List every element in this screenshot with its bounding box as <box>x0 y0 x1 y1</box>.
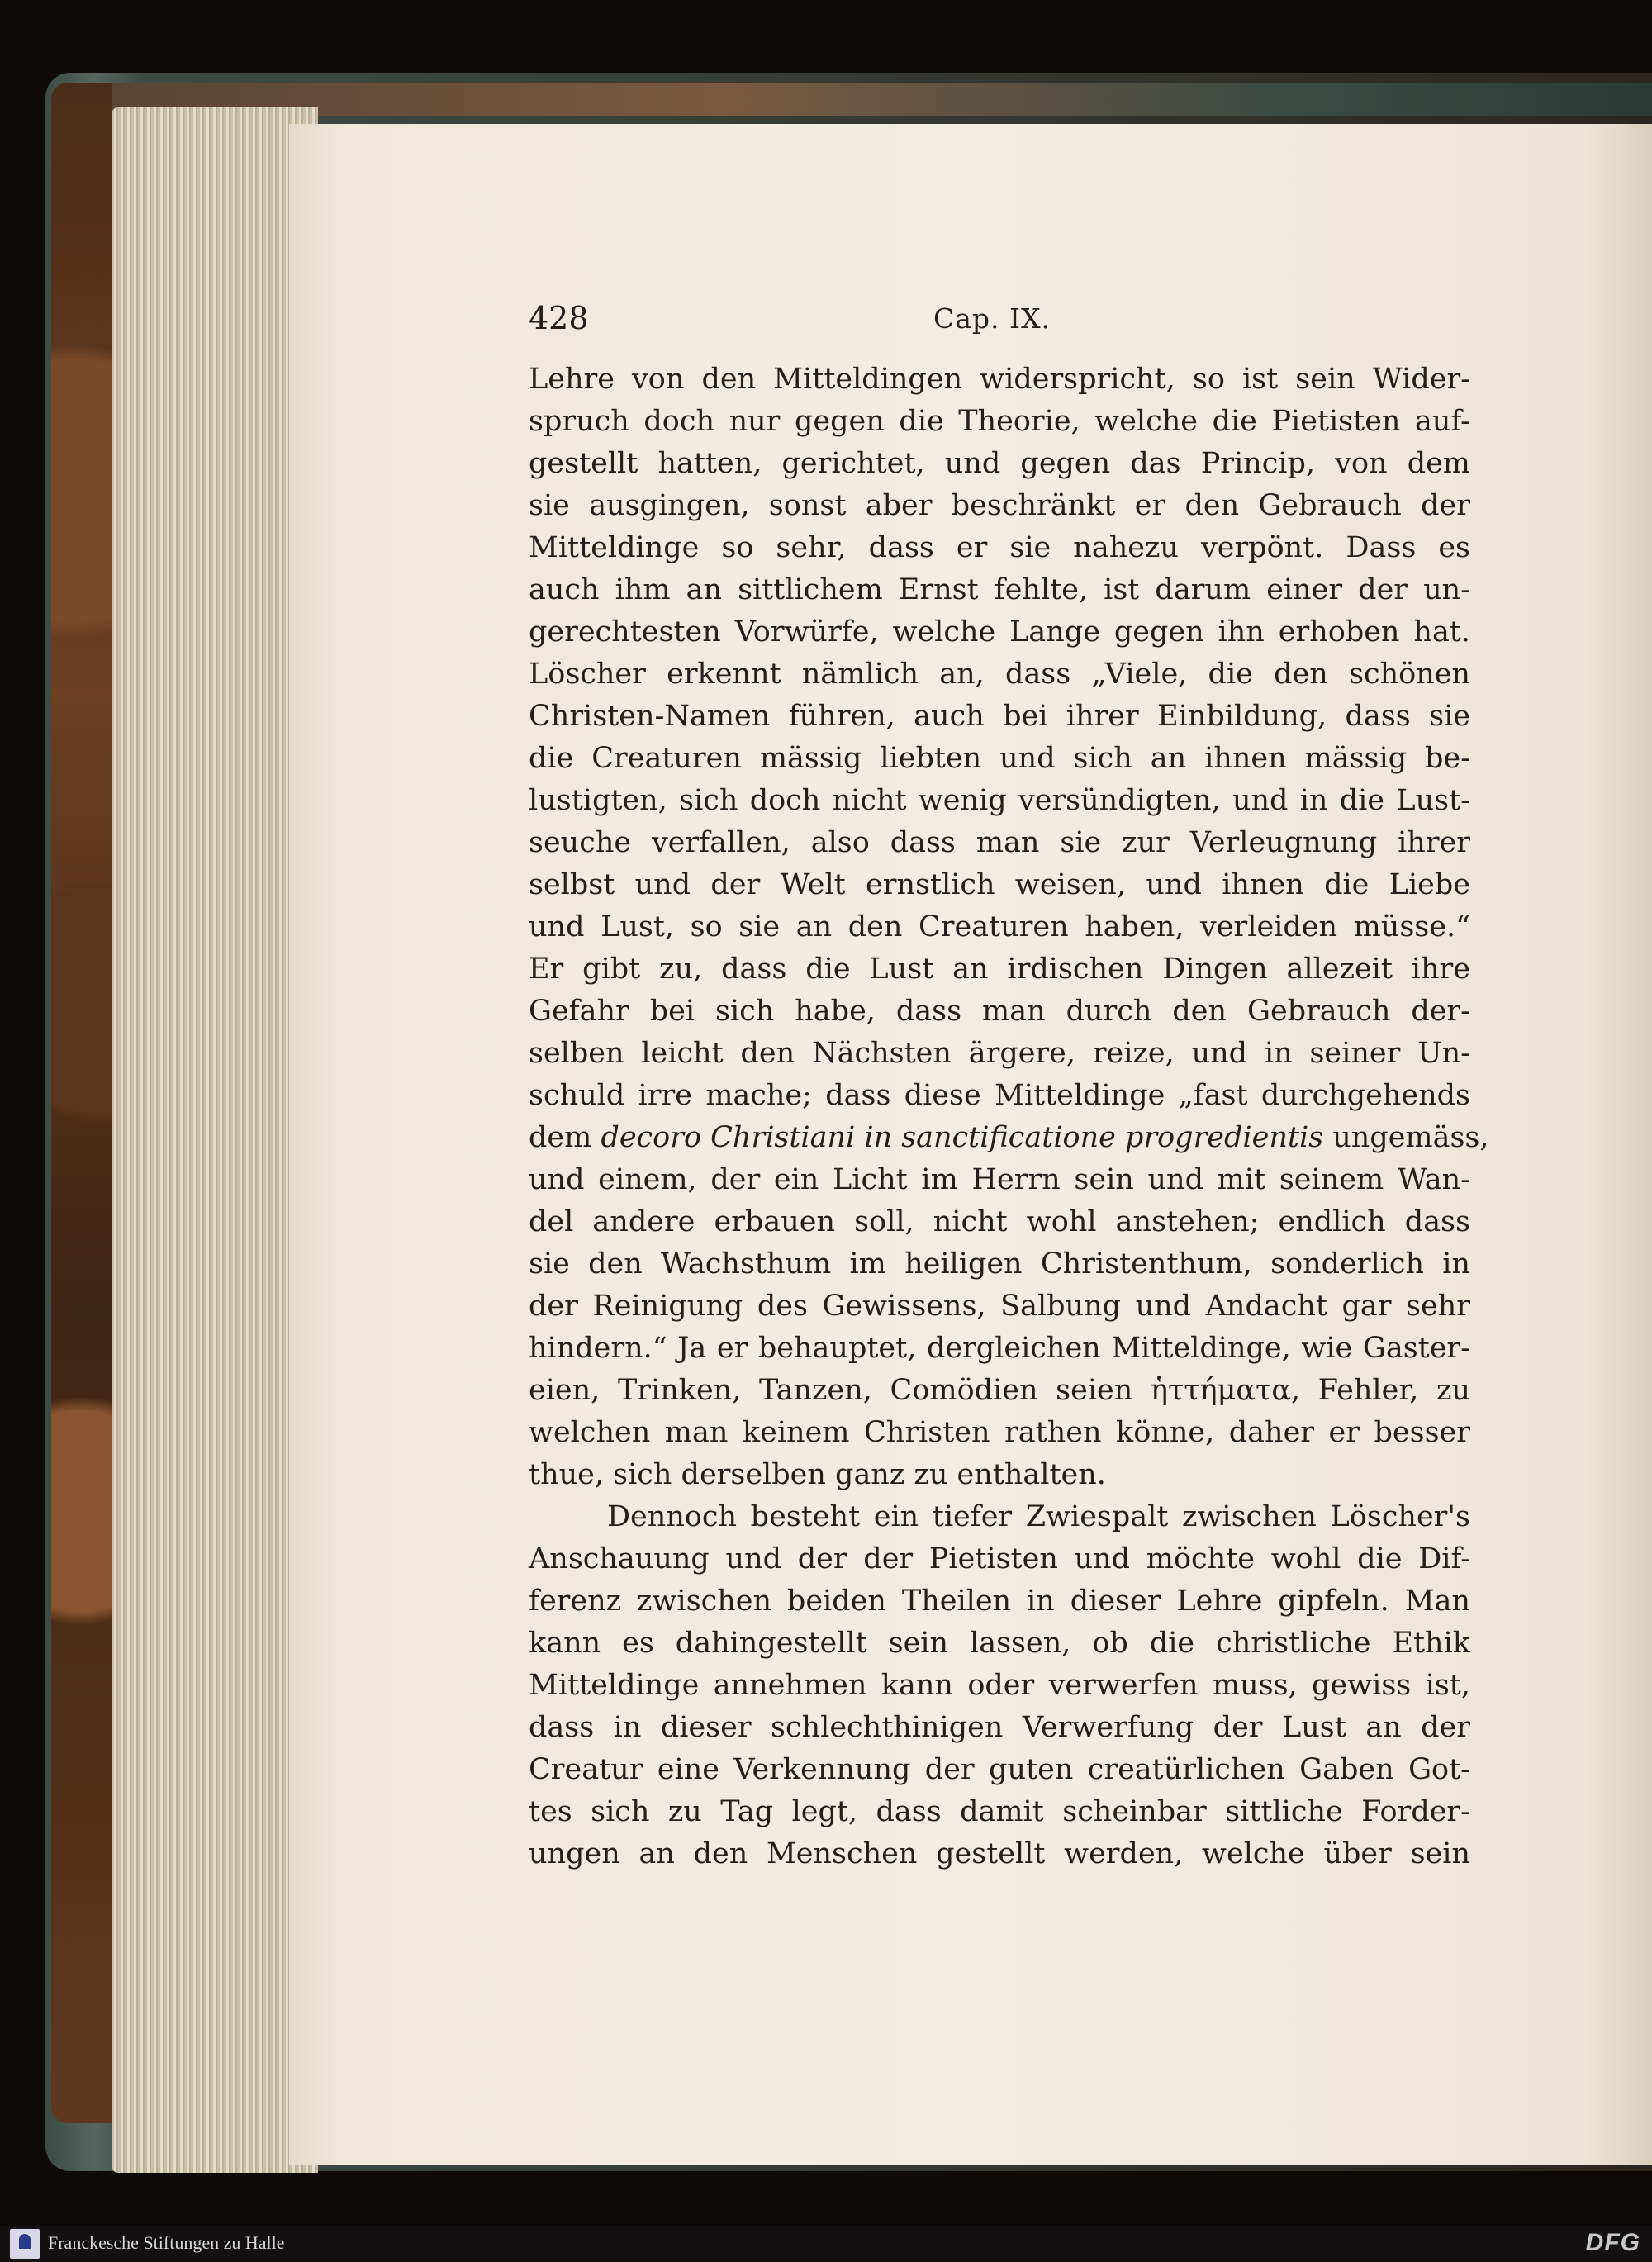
text-line: thue, sich derselben ganz zu enthalten. <box>529 1458 1106 1491</box>
text-line: kann es dahingestellt sein lassen, ob die christliche Ethik <box>529 1627 1470 1660</box>
text-line: Dennoch besteht ein tiefer Zwiespalt zwischen Löscher's <box>607 1500 1470 1533</box>
latin-phrase: decoro Christiani in sanctificatione progredientis <box>601 1121 1324 1154</box>
text-line: del andere erbauen soll, nicht wohl anstehen; endlich dass <box>529 1205 1470 1238</box>
text-line: seuche verfallen, also dass man sie zur Verleugnung ihrer <box>529 826 1470 859</box>
text-line: und Lust, so sie an den Creaturen haben, verleiden müsse.“ <box>529 910 1470 943</box>
text-line: Anschauung und der der Pietisten und möchte wohl die Dif- <box>529 1542 1470 1575</box>
page-number: 428 <box>529 300 589 336</box>
text-line: spruch doch nur gegen die Theorie, welche die Pietisten auf- <box>529 405 1470 438</box>
text-line: der Reinigung des Gewissens, Salbung und Andacht gar sehr <box>529 1290 1470 1323</box>
text-line: Löscher erkennt nämlich an, dass „Viele, die den schönen <box>529 658 1470 691</box>
book-top-band <box>112 83 1652 116</box>
text-line: Christen-Namen führen, auch bei ihrer Einbildung, dass sie <box>529 700 1470 733</box>
page-text-block <box>529 297 1489 1875</box>
text-line: dass in dieser schlechthinigen Verwerfung der Lust an der <box>529 1711 1470 1744</box>
text-line: selben leicht den Nächsten ärgere, reize, und in seiner Un- <box>529 1037 1470 1070</box>
viewer-footer <box>0 2226 1652 2262</box>
text-line: hindern.“ Ja er behauptet, dergleichen Mitteldinge, wie Gaster- <box>529 1332 1470 1365</box>
text-line: Er gibt zu, dass die Lust an irdischen Dingen allezeit ihre <box>529 953 1470 986</box>
institution-logo-icon <box>10 2229 40 2259</box>
text-fragment: ungemäss, <box>1323 1121 1489 1154</box>
text-line: gestellt hatten, gerichtet, und gegen das Princip, von dem <box>529 447 1470 480</box>
text-line: Lehre von den Mitteldingen widerspricht, so ist sein Wider- <box>529 363 1470 396</box>
text-line: lustigten, sich doch nicht wenig versündigten, und in die Lust- <box>529 784 1470 817</box>
page-stack-edge <box>112 107 318 2173</box>
text-line: Mitteldinge annehmen kann oder verwerfen muss, gewiss ist, <box>529 1669 1470 1702</box>
running-head: Cap. IX. <box>933 302 1051 335</box>
dfg-logo: DFG <box>1585 2229 1640 2256</box>
text-line: und einem, der ein Licht im Herrn sein und mit seinem Wan- <box>529 1163 1470 1196</box>
paragraph-2 <box>529 1496 1470 1875</box>
text-line: Gefahr bei sich habe, dass man durch den Gebrauch der- <box>529 995 1470 1028</box>
text-line: sie den Wachsthum im heiligen Christenthum, sonderlich in <box>529 1247 1470 1281</box>
text-line: ungen an den Menschen gestellt werden, welche über sein <box>529 1837 1470 1870</box>
institution-name: Franckesche Stiftungen zu Halle <box>48 2232 285 2253</box>
text-fragment: dem <box>529 1121 601 1154</box>
text-line: ferenz zwischen beiden Theilen in dieser Lehre gipfeln. Man <box>529 1585 1470 1618</box>
text-line: sie ausgingen, sonst aber beschränkt er den Gebrauch der <box>529 489 1470 522</box>
text-line: Mitteldinge so sehr, dass er sie nahezu verpönt. Dass es <box>529 531 1470 564</box>
text-line: die Creaturen mässig liebten und sich an ihnen mässig be- <box>529 742 1470 775</box>
text-line-with-latin <box>529 1117 1489 1159</box>
text-line: auch ihm an sittlichem Ernst fehlte, ist darum einer der un- <box>529 573 1470 606</box>
text-line: eien, Trinken, Tanzen, Comödien seien ἡττήματα, Fehler, zu <box>529 1374 1470 1407</box>
text-line: gerechtesten Vorwürfe, welche Lange gegen ihn erhoben hat. <box>529 615 1470 649</box>
text-line: tes sich zu Tag legt, dass damit scheinbar sittliche Forder- <box>529 1795 1470 1828</box>
paragraph-1 <box>529 359 1489 1496</box>
text-line: schuld irre mache; dass diese Mitteldinge „fast durchgehends <box>529 1079 1470 1112</box>
text-line: selbst und der Welt ernstlich weisen, und ihnen die Liebe <box>529 868 1470 901</box>
text-line: Creatur eine Verkennung der guten creatürlichen Gaben Got- <box>529 1753 1470 1786</box>
text-line: welchen man keinem Christen rathen könne, daher er besser <box>529 1416 1470 1449</box>
page-header <box>529 297 1470 347</box>
